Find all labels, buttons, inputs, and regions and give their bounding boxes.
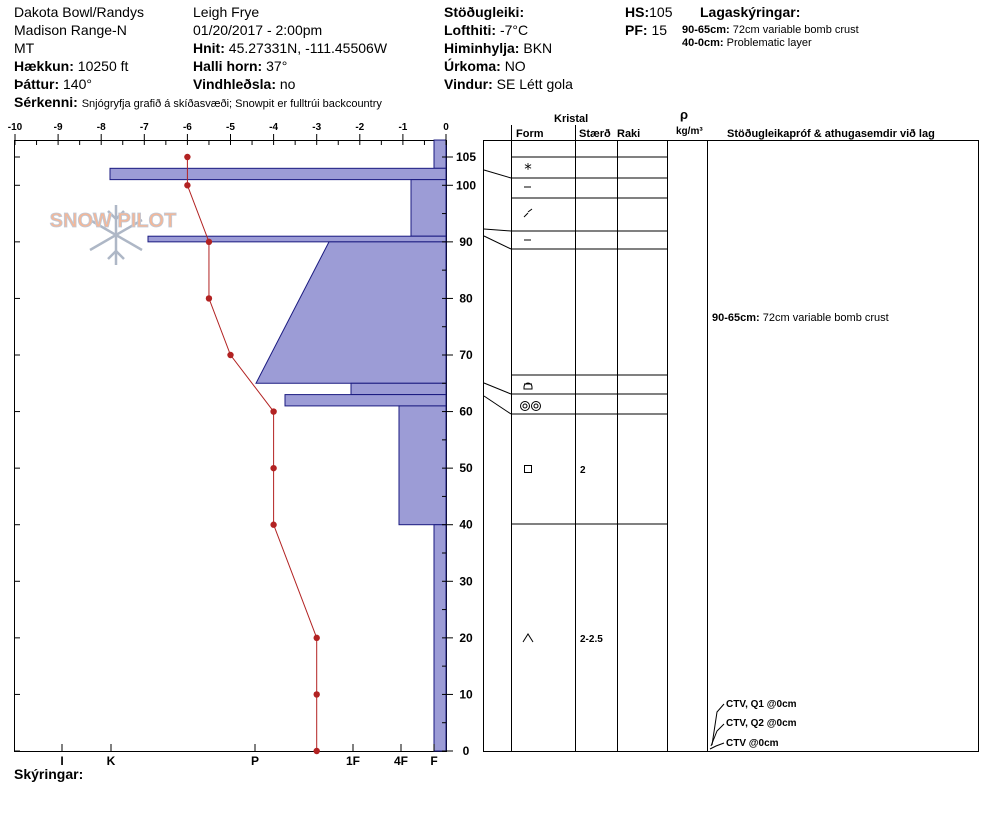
form-header: Form bbox=[516, 128, 544, 140]
observer: Leigh Frye bbox=[193, 4, 260, 20]
stability-test: CTV @0cm bbox=[726, 738, 779, 749]
depth-hoar-icon bbox=[523, 634, 533, 642]
layer-comment-range: 90-65cm: bbox=[712, 312, 760, 324]
temp-tick-label: -7 bbox=[139, 122, 149, 133]
pf-label: PF: bbox=[625, 22, 648, 38]
layer-note-range: 90-65cm: bbox=[682, 24, 730, 36]
temperature-point bbox=[270, 408, 276, 414]
temperature-point bbox=[314, 635, 320, 641]
temperature-point bbox=[184, 154, 190, 160]
coords-value: 45.27331N, -111.45506W bbox=[228, 40, 388, 56]
logo-text: SNOW PILOT bbox=[49, 210, 177, 232]
hardness-layer bbox=[399, 406, 446, 525]
features-label: Sérkenni: bbox=[14, 94, 78, 110]
layer-connector bbox=[484, 229, 511, 231]
aspect-value: 140° bbox=[63, 76, 92, 92]
temp-tick-label: -8 bbox=[96, 122, 106, 133]
depth-tick-label: 90 bbox=[459, 234, 473, 249]
temp-tick-label: -10 bbox=[7, 122, 23, 133]
hardness-label: K bbox=[106, 754, 116, 768]
layer-comment-text: 72cm variable bomb crust bbox=[762, 312, 889, 324]
layer-connector bbox=[484, 236, 511, 249]
air-temp-value: -7°C bbox=[499, 22, 529, 38]
elevation-label: Hækkun: bbox=[14, 58, 74, 74]
depth-tick-label: 70 bbox=[459, 348, 473, 362]
coords-label: Hnit: bbox=[193, 40, 225, 56]
temp-tick-label: -4 bbox=[269, 122, 279, 133]
hardness-label: 1F bbox=[345, 754, 361, 768]
table-frame bbox=[484, 141, 979, 752]
hardness-layer bbox=[351, 383, 446, 394]
features-value: Snjógryfja grafið á skíðasvæði; Snowpit er fulltrúi backcountry bbox=[81, 98, 382, 110]
temp-tick-label: -9 bbox=[53, 122, 63, 133]
density-unit: kg/m³ bbox=[676, 126, 703, 137]
size-header: Stærð bbox=[579, 128, 611, 140]
mountain-range: Madison Range-N bbox=[14, 22, 127, 38]
stability-label: Stöðugleiki: bbox=[444, 4, 525, 20]
hardness-label: 4F bbox=[393, 754, 409, 768]
depth-tick-label: 105 bbox=[455, 150, 477, 164]
snowpilot-logo bbox=[50, 205, 177, 265]
broken-particles-icon bbox=[524, 209, 532, 217]
grain-size: 2 bbox=[580, 465, 586, 476]
test-arrow bbox=[711, 724, 724, 746]
depth-tick-label: 10 bbox=[459, 687, 473, 702]
precip-label: Úrkoma: bbox=[444, 58, 501, 74]
moisture-header: Raki bbox=[617, 128, 641, 140]
temperature-line bbox=[187, 157, 316, 751]
sky-value: BKN bbox=[523, 40, 553, 56]
wind-value: SE Létt gola bbox=[496, 76, 573, 92]
temperature-profile bbox=[184, 154, 320, 754]
hs-label: HS: bbox=[625, 4, 650, 20]
tests-header: Stöðugleikapróf & athugasemdir við lag bbox=[727, 128, 935, 140]
hardness-plot-frame bbox=[15, 141, 447, 752]
grain-size: 2-2.5 bbox=[580, 634, 603, 645]
precipitation-particles-icon: * bbox=[524, 160, 532, 178]
aspect-label: Þáttur: bbox=[14, 76, 60, 92]
temperature-point bbox=[314, 691, 320, 697]
temp-tick-label: -5 bbox=[226, 122, 235, 133]
slope-label: Halli horn: bbox=[193, 58, 263, 74]
hardness-layer bbox=[256, 242, 446, 383]
hardness-layer bbox=[285, 395, 446, 406]
hardness-layer bbox=[148, 236, 446, 242]
temperature-point bbox=[206, 295, 212, 301]
pf-value: 15 bbox=[651, 22, 668, 38]
wind-label: Vindur: bbox=[444, 76, 493, 92]
grain-forms bbox=[521, 160, 541, 642]
temp-tick-label: -6 bbox=[182, 122, 192, 133]
layer-connector bbox=[484, 383, 511, 394]
faceted-crystals-icon bbox=[525, 466, 532, 473]
state: MT bbox=[14, 40, 35, 56]
date-time: 01/20/2017 - 2:00pm bbox=[193, 22, 323, 38]
wind-loading-value: no bbox=[279, 76, 296, 92]
melt-freeze-crust-icon bbox=[524, 383, 532, 389]
stability-test: CTV, Q1 @0cm bbox=[726, 699, 797, 710]
depth-tick-label: 40 bbox=[459, 517, 473, 532]
test-markers bbox=[710, 704, 724, 749]
hardness-label: I bbox=[60, 754, 64, 768]
depth-tick-label: 20 bbox=[459, 630, 473, 645]
depth-tick-label: 80 bbox=[459, 291, 473, 306]
layer-connector bbox=[484, 396, 511, 414]
temperature-point bbox=[270, 465, 276, 471]
temp-tick-label: -3 bbox=[312, 122, 322, 133]
layer-note-text: 72cm variable bomb crust bbox=[732, 24, 859, 36]
depth-tick-label: 50 bbox=[459, 461, 473, 476]
depth-tick-label: 100 bbox=[455, 178, 477, 193]
precip-value: NO bbox=[504, 58, 526, 74]
temp-tick-label: -1 bbox=[398, 122, 408, 133]
wind-loading-label: Vindhleðsla: bbox=[193, 76, 276, 92]
layer-notes-title: Lagaskýringar: bbox=[700, 4, 801, 20]
temperature-point bbox=[270, 522, 276, 528]
air-temp-label: Lofthiti: bbox=[444, 22, 497, 38]
hardness-layer bbox=[110, 168, 446, 179]
depth-tick-label: 60 bbox=[459, 404, 473, 419]
layer-comment bbox=[712, 310, 889, 326]
layer-note-range: 40-0cm: bbox=[682, 37, 724, 49]
temperature-point bbox=[227, 352, 233, 358]
temperature-point bbox=[184, 182, 190, 188]
sky-label: Himinhylja: bbox=[444, 40, 520, 56]
ice-formation-icon bbox=[521, 402, 541, 411]
temperature-point bbox=[314, 748, 320, 754]
layer-note-text: Problematic layer bbox=[726, 37, 812, 49]
layer-connector bbox=[484, 170, 511, 178]
crystal-header: Kristal bbox=[554, 113, 589, 125]
temp-tick-label: -2 bbox=[355, 122, 365, 133]
hardness-layer bbox=[434, 140, 446, 168]
temperature-point bbox=[206, 239, 212, 245]
depth-tick-label: 0 bbox=[462, 744, 470, 758]
stability-test: CTV, Q2 @0cm bbox=[726, 718, 797, 729]
density-symbol: ρ bbox=[680, 107, 689, 122]
hardness-layer bbox=[411, 180, 446, 237]
notes-label: Skýringar: bbox=[14, 766, 84, 782]
slope-value: 37° bbox=[266, 58, 288, 74]
crystal-table bbox=[484, 125, 979, 752]
location-name: Dakota Bowl/Randys bbox=[14, 4, 144, 20]
hs-value: 105 bbox=[649, 4, 673, 20]
hardness-label: F bbox=[430, 754, 438, 768]
elevation-value: 10250 ft bbox=[77, 58, 129, 74]
depth-tick-label: 30 bbox=[459, 574, 473, 589]
temp-tick-label: 0 bbox=[443, 122, 449, 133]
hardness-label: P bbox=[250, 754, 260, 768]
